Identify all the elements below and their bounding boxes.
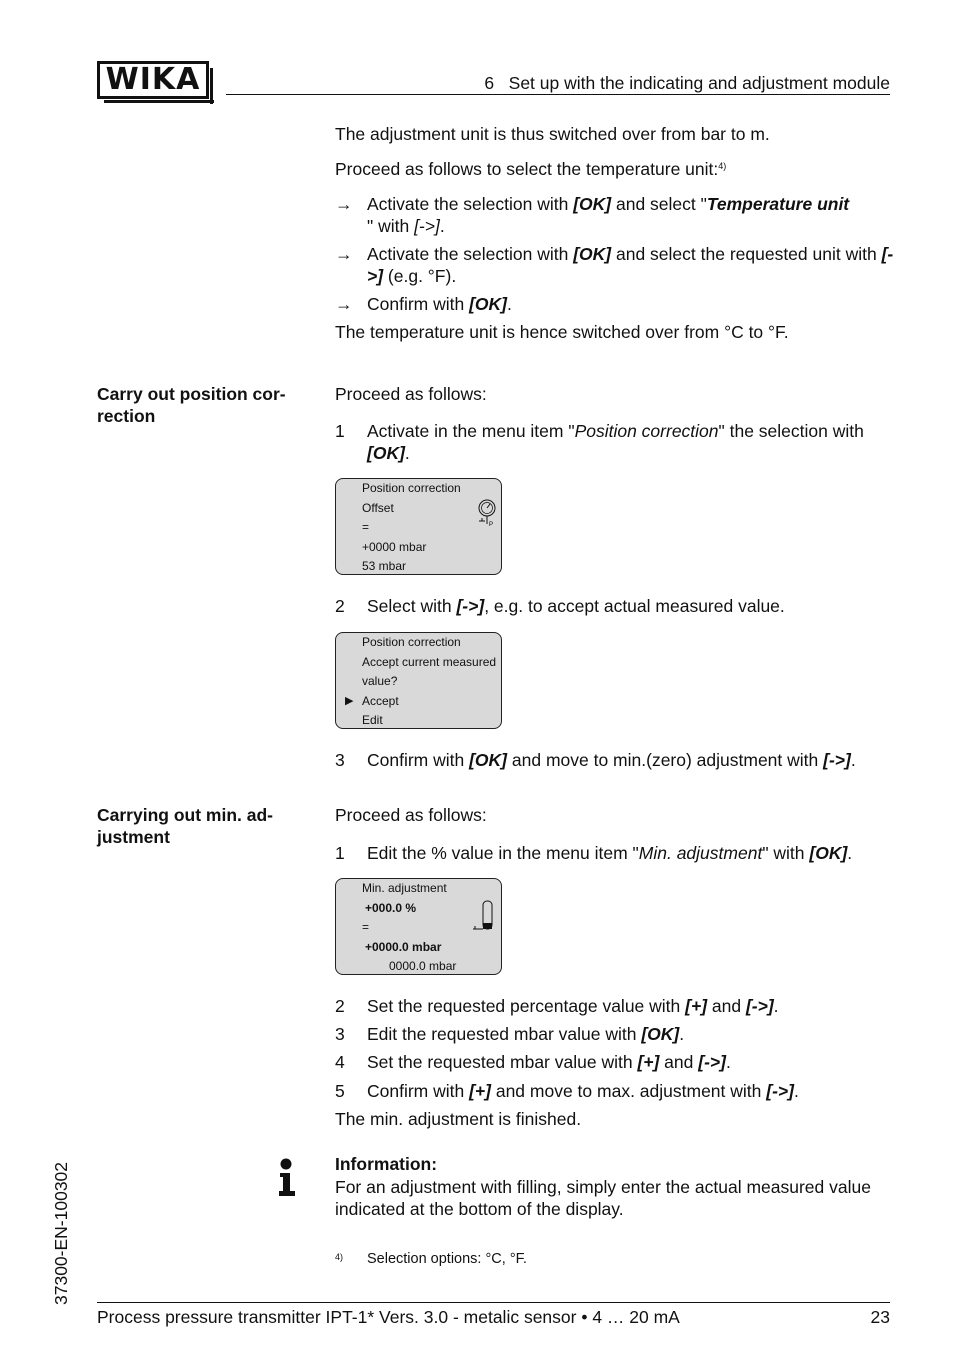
footnote-text: Selection options: °C, °F.: [367, 1251, 527, 1267]
footnote-ref: 4): [718, 161, 727, 171]
minadj-step-1: 1 Edit the % value in the menu item "Min. adjustment" with [OK].: [335, 843, 853, 863]
position-correction-heading: Carry out position cor- rection: [97, 384, 286, 426]
arrow-step-1: → Activate the selection with [OK] and select "Temperature unit " with [->].: [335, 194, 850, 236]
display-min-adjustment: Min. adjustment +000.0 % = +0000.0 mbar 0000.0 mbar: [335, 878, 502, 975]
position-step-2: 2 Select with [->], e.g. to accept actual measured value.: [335, 596, 785, 616]
arrow-step-3: → Confirm with [OK].: [335, 294, 512, 314]
arrow-icon: →: [335, 294, 353, 314]
chapter-title: 6 Set up with the indicating and adjustment module: [484, 73, 890, 93]
footnote: [335, 1248, 895, 1270]
info-icon: [277, 1158, 297, 1198]
arrow-icon: →: [335, 244, 353, 264]
header-rule: [226, 94, 890, 95]
intro-paragraph-1: The adjustment unit is thus switched over from bar to m.: [335, 124, 770, 144]
minadj-proceed: Proceed as follows:: [335, 805, 487, 825]
display-position-offset: Position correction Offset = +0000 mbar 53 mbar P: [335, 478, 502, 575]
position-step-3: 3 Confirm with [OK] and move to min.(zero) adjustment with [->].: [335, 750, 856, 770]
svg-text:P: P: [489, 522, 494, 528]
arrow-icon: →: [335, 194, 353, 214]
logo-text: WIKA: [105, 62, 201, 97]
gauge-icon: [476, 497, 498, 531]
tank-level-icon: [470, 899, 496, 933]
menu-cursor-icon: ▶: [345, 694, 354, 707]
position-step-1: 1 Activate in the menu item "Position correction" the selection with [OK].: [335, 421, 864, 463]
minadj-step-5: 5 Confirm with [+] and move to max. adjustment with [->].: [335, 1081, 799, 1101]
min-adjustment-heading: Carrying out min. ad- justment: [97, 805, 273, 847]
document-code: 37300-EN-100302: [51, 1161, 71, 1305]
footnote-mark: 4): [335, 1252, 344, 1262]
intro-paragraph-2: Proceed as follows to select the temperature unit:$^{4)}$: [335, 159, 727, 179]
arrow-step-2: → Activate the selection with [OK] and select the requested unit with [->] (e.g. °F).: [335, 244, 894, 286]
info-title: Information:: [335, 1154, 438, 1174]
minadj-step-4: 4 Set the requested mbar value with [+] and [->].: [335, 1052, 731, 1072]
minadj-result: The min. adjustment is finished.: [335, 1109, 582, 1129]
minadj-step-2: 2 Set the requested percentage value with [+] and [->].: [335, 996, 779, 1016]
page-number: 23: [870, 1307, 890, 1327]
minadj-step-3: 3 Edit the requested mbar value with [OK].: [335, 1024, 685, 1044]
temperature-result: The temperature unit is hence switched over from °C to °F.: [335, 322, 789, 342]
accept-option: Accept: [362, 693, 399, 708]
info-text: For an adjustment with filling, simply enter the actual measured value indicated at the bottom of the display.: [335, 1177, 871, 1219]
footer-title: Process pressure transmitter IPT-1* Vers. 3.0 - metalic sensor • 4 … 20 mA: [97, 1307, 680, 1327]
position-proceed: Proceed as follows:: [335, 384, 487, 404]
display-accept-value: Position correction Accept current measured value? ▶ Accept Edit: [335, 632, 502, 729]
wika-logo: [97, 61, 209, 99]
footer-rule: [97, 1302, 890, 1303]
edit-option: Edit: [362, 713, 383, 727]
